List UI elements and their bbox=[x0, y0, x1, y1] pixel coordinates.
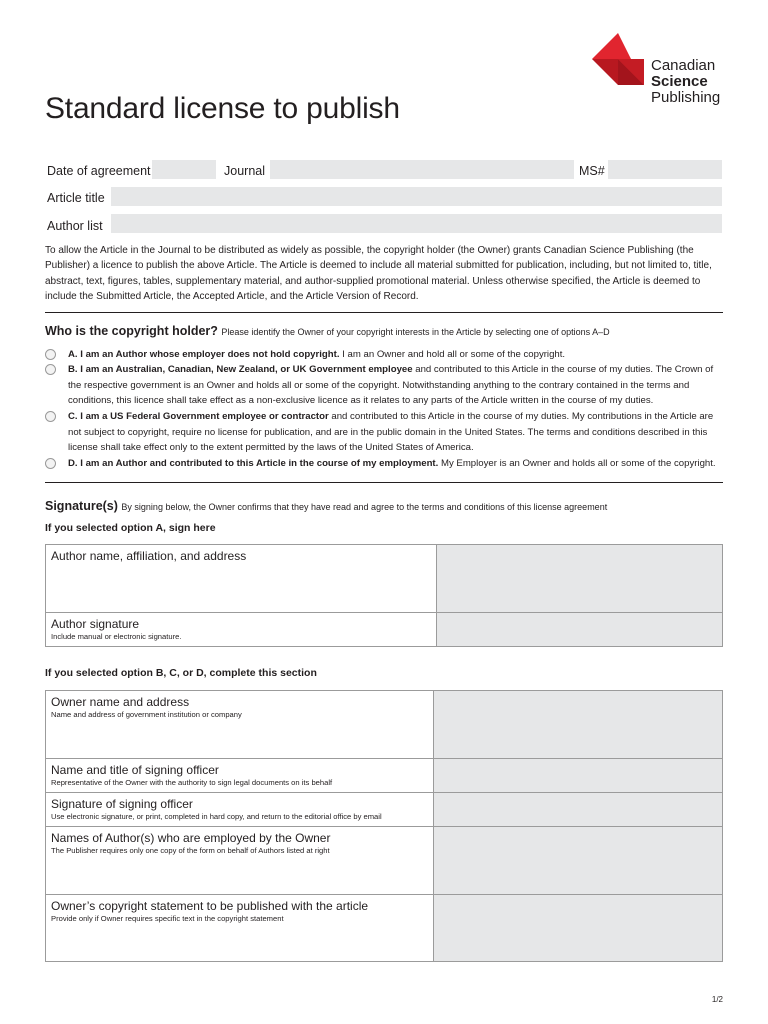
owner-name-hint: Name and address of government institution or company bbox=[51, 710, 242, 719]
copyright-section-heading bbox=[45, 324, 610, 338]
option-d-letter: D. bbox=[68, 458, 78, 469]
ms-field[interactable] bbox=[608, 160, 722, 179]
employed-authors-hint: The Publisher requires only one copy of the form on behalf of Authors listed at right bbox=[51, 846, 330, 855]
copyright-statement-label: Owner’s copyright statement to be published with the article bbox=[51, 899, 369, 913]
table-row-label bbox=[46, 691, 434, 759]
table-row-label bbox=[46, 545, 437, 613]
option-a-text: I am an Owner and hold all or some of the copyright. bbox=[339, 349, 566, 360]
author-name-label: Author name, affiliation, and address bbox=[51, 549, 247, 563]
author-signature-hint: Include manual or electronic signature. bbox=[51, 632, 182, 641]
table-row-label bbox=[46, 793, 434, 827]
option-c[interactable] bbox=[45, 409, 723, 456]
signing-officer-signature-field[interactable] bbox=[434, 793, 723, 827]
signing-officer-name-field[interactable] bbox=[434, 759, 723, 793]
article-title-field[interactable] bbox=[111, 187, 722, 206]
copyright-heading: Who is the copyright holder? bbox=[45, 324, 218, 338]
option-b-bold: I am an Australian, Canadian, New Zealand, or UK Government employee bbox=[80, 364, 413, 375]
owner-name-field[interactable] bbox=[434, 691, 723, 759]
signing-officer-signature-hint: Use electronic signature, or print, completed in hard copy, and return to the editorial office by email bbox=[51, 812, 382, 821]
author-list-field[interactable] bbox=[111, 214, 722, 233]
license-intro: To allow the Article in the Journal to be distributed as widely as possible, the copyright holder (the Owner) grants Canadian Science Publishing (the Publisher) a licence to publish the above Article. The Article is deemed to include all material submitted for publication, including, but not limited to, title, abstract, text, figures, tables, supplementary material, and author-supplied promotional material. Unless otherwise specified, the Article is deemed to include the Submitted Article, the Accepted Article, and the Article Version of Record. bbox=[45, 245, 712, 303]
option-b-letter: B. bbox=[68, 364, 78, 375]
copyright-instruction: Please identify the Owner of your copyright interests in the Article by selecting one of options A–D bbox=[221, 327, 610, 337]
logo-line-1: Canadian bbox=[651, 57, 716, 74]
option-d[interactable] bbox=[45, 456, 723, 472]
divider bbox=[45, 312, 723, 313]
page-title: Standard license to publish bbox=[45, 92, 400, 125]
option-d-bold: I am an Author and contributed to this Article in the course of my employment. bbox=[80, 458, 439, 469]
option-c-letter: C. bbox=[68, 411, 78, 422]
option-a-table bbox=[45, 544, 723, 647]
divider bbox=[45, 482, 723, 483]
option-b-text: and contributed to this Article in the course of my duties. The Crown of the respective government is an Owner and holds all or some of the copyright. Notwithstanding anything to the contrary contained in the terms and conditions, this licence shall take effect as a non-exclusive licence as it relates to any parts of the Article written in the course of my duties. bbox=[68, 364, 714, 406]
author-signature-label: Author signature bbox=[51, 617, 140, 631]
journal-field[interactable] bbox=[270, 160, 574, 179]
option-a-letter: A. bbox=[68, 349, 78, 360]
option-c-bold: I am a US Federal Government employee or contractor bbox=[80, 411, 329, 422]
owner-name-label: Owner name and address bbox=[51, 695, 190, 709]
table-row-label bbox=[46, 895, 434, 962]
author-list-label: Author list bbox=[47, 219, 103, 233]
logo-wordmark bbox=[651, 58, 720, 106]
option-bcd-table bbox=[45, 690, 723, 962]
option-a[interactable] bbox=[45, 347, 723, 363]
article-title-label: Article title bbox=[47, 191, 105, 205]
copyright-statement-hint: Provide only if Owner requires specific text in the copyright statement bbox=[51, 914, 284, 923]
option-a-radio[interactable] bbox=[45, 349, 56, 360]
signatures-section-heading bbox=[45, 499, 607, 513]
logo-line-2: Science bbox=[651, 73, 708, 90]
csp-logo-mark bbox=[592, 33, 650, 93]
signatures-heading: Signature(s) bbox=[45, 499, 118, 513]
author-name-field[interactable] bbox=[437, 545, 723, 613]
signing-officer-name-label: Name and title of signing officer bbox=[51, 763, 219, 777]
option-b-radio[interactable] bbox=[45, 364, 56, 375]
date-field[interactable] bbox=[152, 160, 216, 179]
option-a-bold: I am an Author whose employer does not hold copyright. bbox=[80, 349, 340, 360]
option-bcd-heading: If you selected option B, C, or D, complete this section bbox=[45, 667, 317, 679]
option-a-sign-heading: If you selected option A, sign here bbox=[45, 522, 216, 534]
table-row-label bbox=[46, 827, 434, 895]
csp-logo bbox=[592, 33, 732, 109]
signing-officer-signature-label: Signature of signing officer bbox=[51, 797, 193, 811]
option-d-text: My Employer is an Owner and holds all or some of the copyright. bbox=[438, 458, 716, 469]
option-b[interactable] bbox=[45, 362, 723, 409]
option-c-text: and contributed to this Article in the course of my duties. My contributions in the Article are not subject to copyright, require no license for publication, and are in the public domain in the United States. The terms and conditions described in this license shall take effect only to the extent permitted by the laws of the United States of America. bbox=[68, 411, 714, 453]
employed-authors-label: Names of Author(s) who are employed by the Owner bbox=[51, 831, 331, 845]
employed-authors-field[interactable] bbox=[434, 827, 723, 895]
ms-label: MS# bbox=[579, 164, 605, 178]
journal-label: Journal bbox=[224, 164, 265, 178]
option-c-radio[interactable] bbox=[45, 411, 56, 422]
table-row-label bbox=[46, 613, 437, 647]
logo-line-3: Publishing bbox=[651, 89, 721, 106]
signing-officer-name-hint: Representative of the Owner with the authority to sign legal documents on its behalf bbox=[51, 778, 333, 787]
signatures-instruction: By signing below, the Owner confirms that they have read and agree to the terms and conditions of this license agreement bbox=[121, 502, 608, 512]
page-number: 1/2 bbox=[711, 995, 723, 1004]
date-label: Date of agreement bbox=[47, 164, 151, 178]
table-row-label bbox=[46, 759, 434, 793]
copyright-statement-field[interactable] bbox=[434, 895, 723, 962]
author-signature-field[interactable] bbox=[437, 613, 723, 647]
option-d-radio[interactable] bbox=[45, 458, 56, 469]
